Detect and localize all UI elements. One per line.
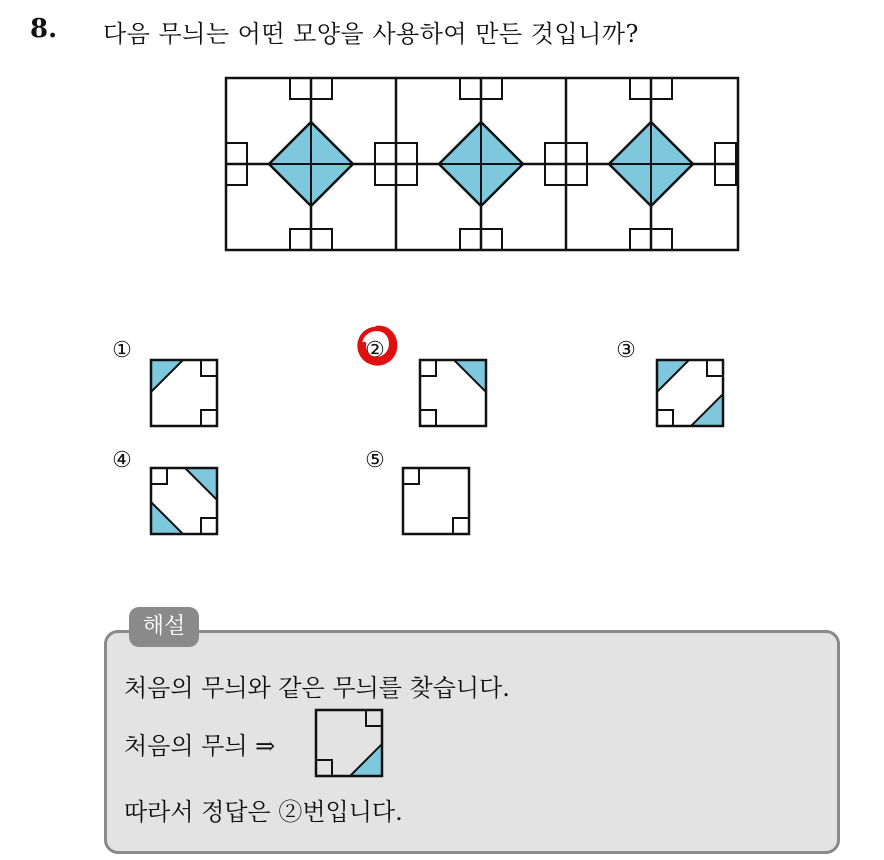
option-4-label[interactable]: ④	[112, 448, 132, 473]
option-2-figure[interactable]	[418, 358, 488, 428]
explanation-figure	[314, 708, 384, 778]
explanation-line-2: 처음의 무늬 ⇒	[124, 732, 276, 760]
option-3-label[interactable]: ③	[616, 338, 636, 363]
question-number: 8.	[30, 14, 58, 44]
option-3-figure[interactable]	[655, 358, 725, 428]
answer-mark-circle	[353, 322, 401, 370]
pattern-figure	[224, 76, 740, 252]
option-2-label[interactable]: ②	[365, 338, 385, 363]
explanation-tag: 해설	[129, 607, 199, 647]
option-1-label[interactable]: ①	[112, 338, 132, 363]
option-5-figure[interactable]	[401, 466, 471, 536]
explanation-line-3: 따라서 정답은 ②번입니다.	[124, 798, 403, 826]
explanation-line-1: 처음의 무늬와 같은 무늬를 찾습니다.	[124, 674, 510, 702]
option-4-figure[interactable]	[149, 466, 219, 536]
option-1-figure[interactable]	[149, 358, 219, 428]
option-5-label[interactable]: ⑤	[365, 448, 385, 473]
question-text: 다음 무늬는 어떤 모양을 사용하여 만든 것입니까?	[103, 20, 639, 48]
